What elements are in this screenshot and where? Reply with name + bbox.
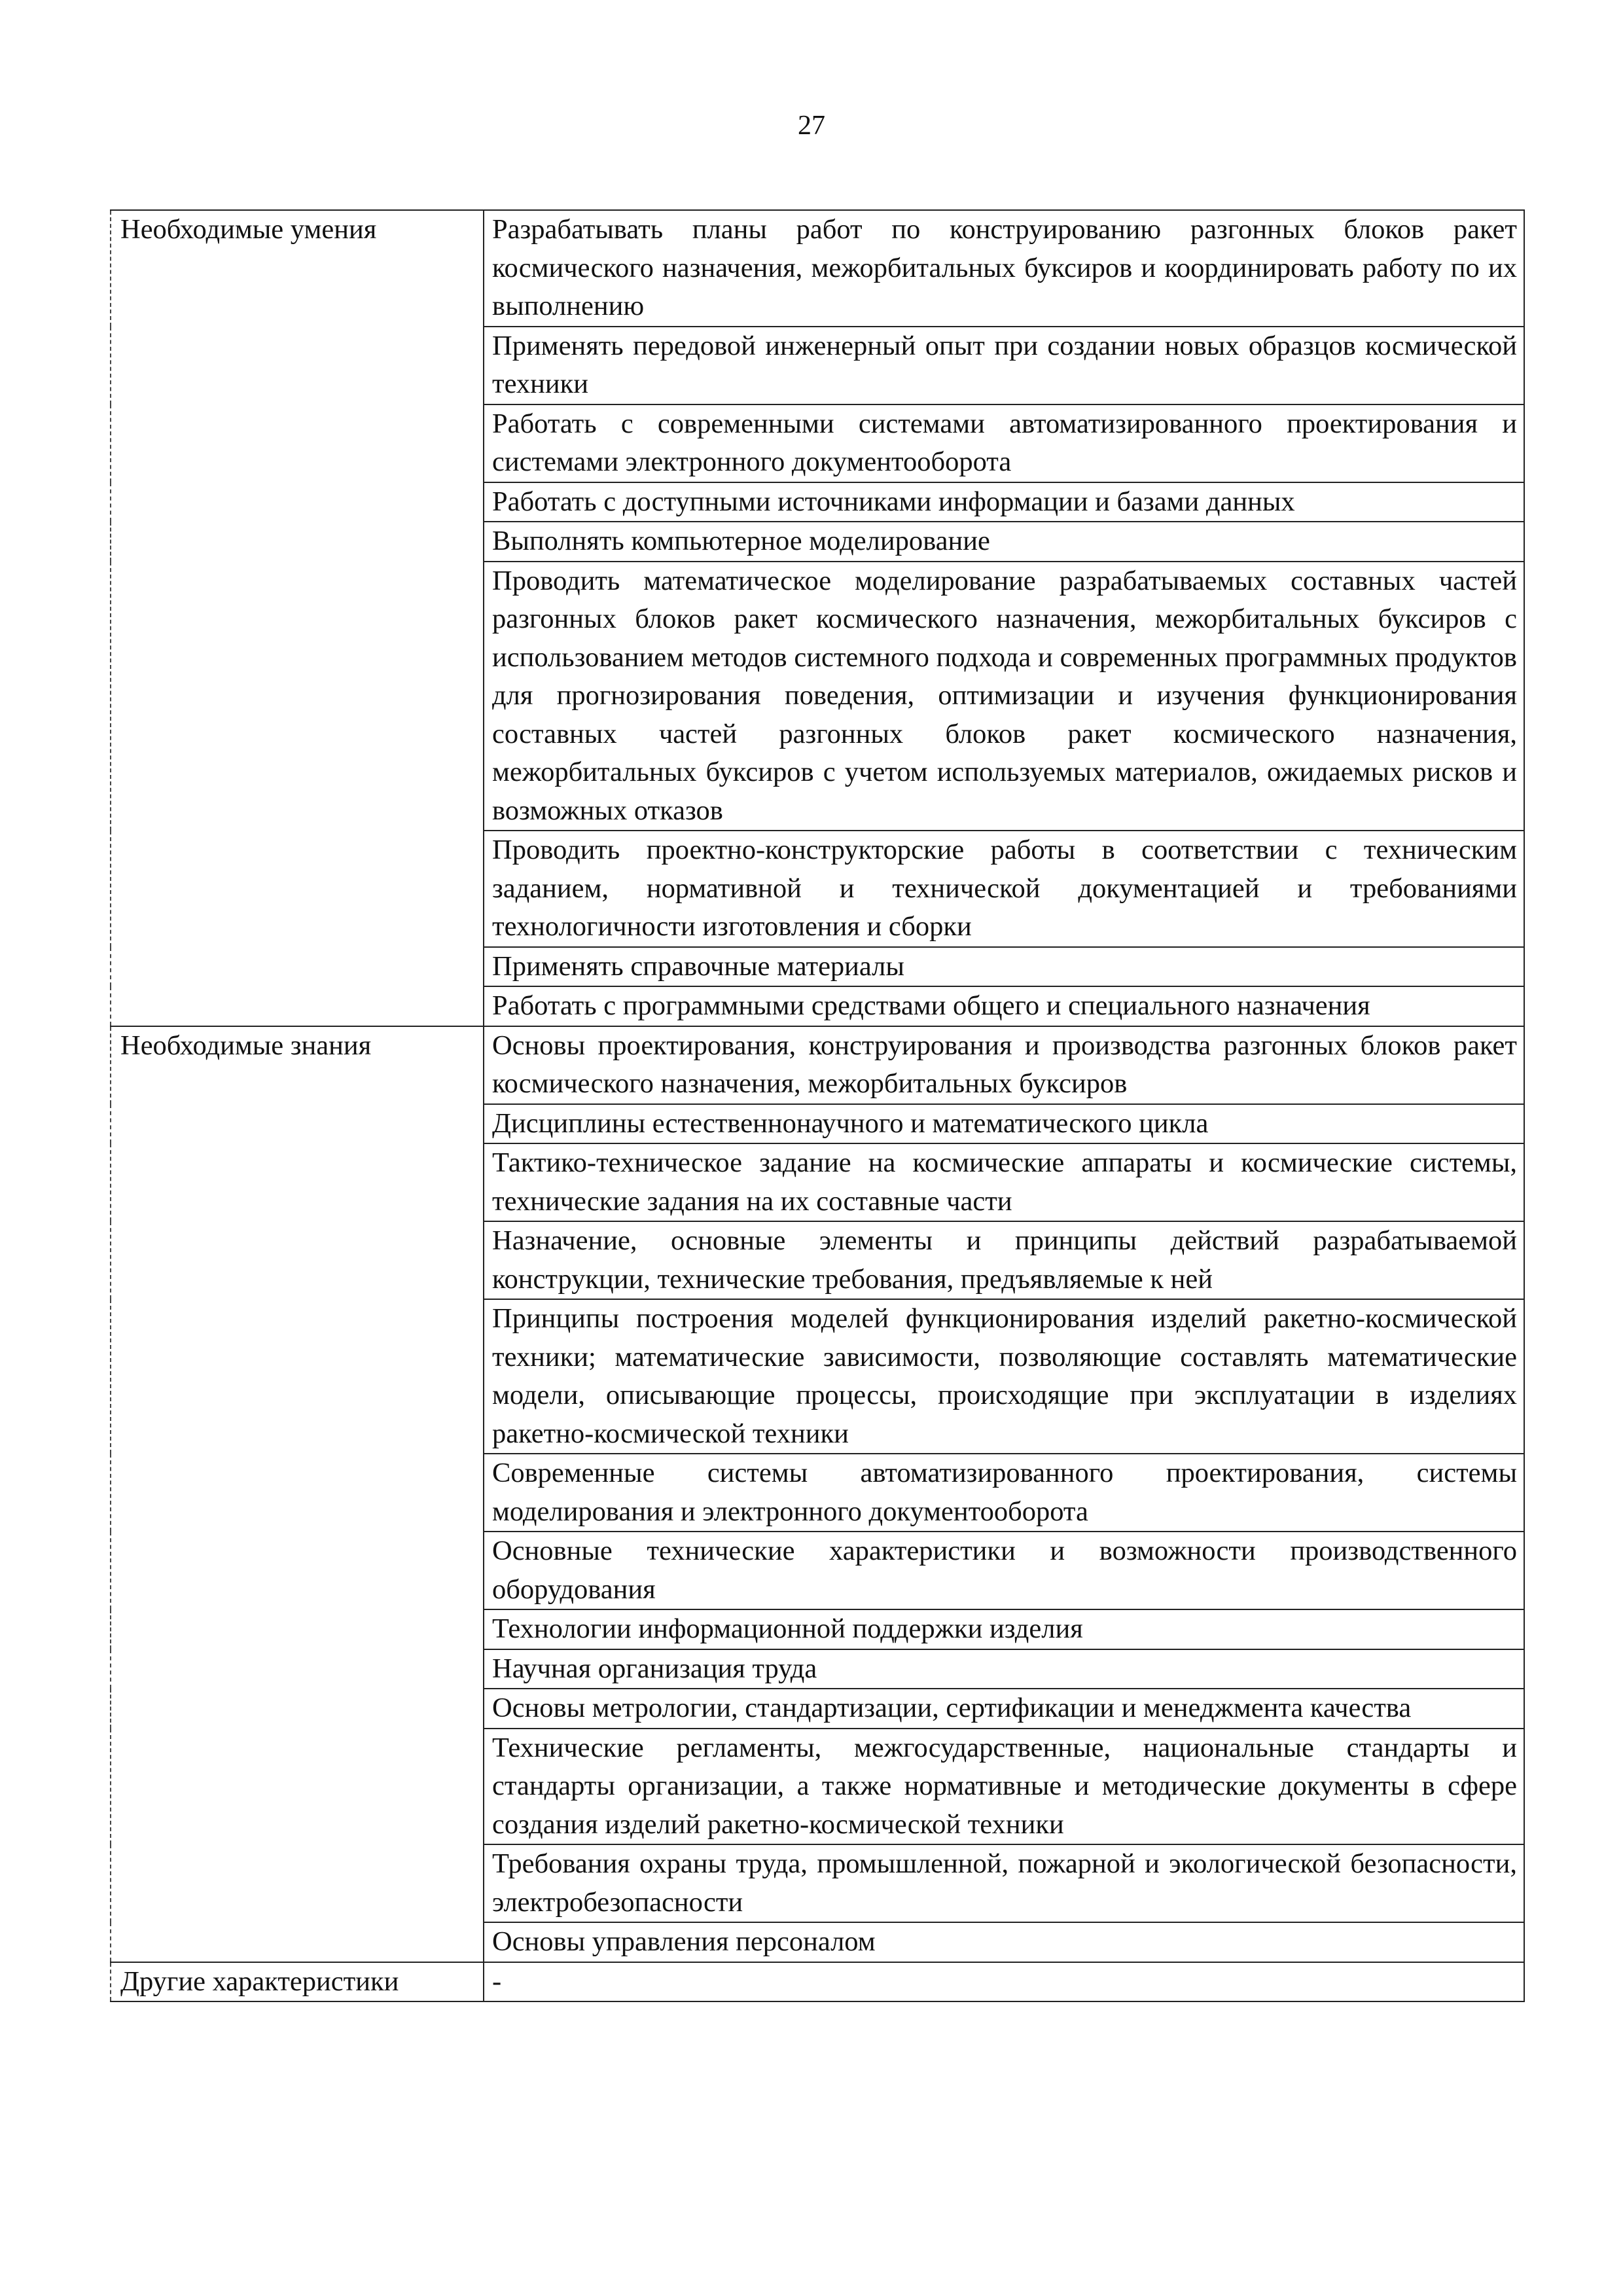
table-row — [111, 404, 1524, 482]
category-cell: Необходимые знания — [111, 1026, 484, 1104]
table-row — [111, 1649, 1524, 1689]
requirement-item: Разрабатывать планы работ по конструированию разгонных блоков ракет космического назначения, межорбитальных буксиров и координировать работу по их выполнению — [484, 210, 1524, 327]
requirement-item: Дисциплины естественнонаучного и математического цикла — [484, 1104, 1524, 1144]
requirement-item: - — [484, 1962, 1524, 2002]
requirement-item: Работать с доступными источниками информации и базами данных — [484, 482, 1524, 522]
table-row — [111, 1104, 1524, 1144]
category-cell — [111, 947, 484, 987]
table-row — [111, 1299, 1524, 1454]
table-row — [111, 1221, 1524, 1299]
category-cell — [111, 1143, 484, 1221]
table-row — [111, 522, 1524, 562]
category-cell — [111, 1649, 484, 1689]
table-row — [111, 1729, 1524, 1845]
requirement-item: Основы проектирования, конструирования и производства разгонных блоков ракет космического назначения, межорбитальных буксиров — [484, 1026, 1524, 1104]
category-cell — [111, 1922, 484, 1962]
requirement-item: Принципы построения моделей функционирования изделий ракетно-космической техники; математические зависимости, позволяющие составлять математические модели, описывающие процессы, происходящие при эксплуатации в изделиях ракетно-космической техники — [484, 1299, 1524, 1454]
table-row — [111, 327, 1524, 404]
requirement-item: Современные системы автоматизированного проектирования, системы моделирования и электронного документооборота — [484, 1454, 1524, 1532]
table-row — [111, 1922, 1524, 1962]
table-row — [111, 1143, 1524, 1221]
requirement-item: Требования охраны труда, промышленной, пожарной и экологической безопасности, электробезопасности — [484, 1844, 1524, 1922]
table-row — [111, 947, 1524, 987]
category-cell — [111, 327, 484, 404]
requirement-item: Применять справочные материалы — [484, 947, 1524, 987]
table-row — [111, 1844, 1524, 1922]
table-row — [111, 1689, 1524, 1729]
requirement-item: Технологии информационной поддержки изделия — [484, 1609, 1524, 1649]
table-row — [111, 1609, 1524, 1649]
category-cell — [111, 1454, 484, 1532]
table-row — [111, 831, 1524, 947]
category-cell — [111, 1299, 484, 1454]
requirement-item: Основы метрологии, стандартизации, сертификации и менеджмента качества — [484, 1689, 1524, 1729]
requirement-item: Основные технические характеристики и возможности производственного оборудования — [484, 1532, 1524, 1609]
table-row — [111, 1454, 1524, 1532]
table-row — [111, 562, 1524, 831]
category-cell — [111, 1609, 484, 1649]
table-row — [111, 210, 1524, 327]
requirement-item: Работать с программными средствами общего и специального назначения — [484, 986, 1524, 1026]
table-row — [111, 482, 1524, 522]
table-row — [111, 1962, 1524, 2002]
requirement-item: Выполнять компьютерное моделирование — [484, 522, 1524, 562]
category-cell — [111, 1729, 484, 1845]
category-cell — [111, 1689, 484, 1729]
requirement-item: Проводить математическое моделирование разрабатываемых составных частей разгонных блоков ракет космического назначения, межорбитальных буксиров с использованием методов системного подхода и современных программных продуктов для прогнозирования поведения, оптимизации и изучения функционирования составных частей разгонных блоков ракет космического назначения, межорбитальных буксиров с учетом используемых материалов, ожидаемых рисков и возможных отказов — [484, 562, 1524, 831]
table-body — [111, 210, 1524, 2001]
requirement-item: Работать с современными системами автоматизированного проектирования и системами электронного документооборота — [484, 404, 1524, 482]
requirement-item: Основы управления персоналом — [484, 1922, 1524, 1962]
category-cell — [111, 1221, 484, 1299]
requirement-item: Научная организация труда — [484, 1649, 1524, 1689]
category-cell — [111, 562, 484, 831]
category-cell: Другие характеристики — [111, 1962, 484, 2002]
requirement-item: Технические регламенты, межгосударственные, национальные стандарты и стандарты организации, а также нормативные и методические документы в сфере создания изделий ракетно-космической техники — [484, 1729, 1524, 1845]
table-row — [111, 986, 1524, 1026]
table-row — [111, 1026, 1524, 1104]
category-cell — [111, 1104, 484, 1144]
page-number: 27 — [798, 111, 825, 141]
category-cell — [111, 482, 484, 522]
category-cell — [111, 1844, 484, 1922]
requirement-item: Тактико-техническое задание на космические аппараты и космические системы, технические задания на их составные части — [484, 1143, 1524, 1221]
table-row — [111, 1532, 1524, 1609]
requirement-item: Назначение, основные элементы и принципы действий разрабатываемой конструкции, технические требования, предъявляемые к ней — [484, 1221, 1524, 1299]
category-cell — [111, 522, 484, 562]
requirement-item: Проводить проектно-конструкторские работы в соответствии с техническим заданием, нормативной и технической документацией и требованиями технологичности изготовления и сборки — [484, 831, 1524, 947]
category-cell — [111, 986, 484, 1026]
requirements-table — [110, 209, 1525, 2002]
category-cell — [111, 404, 484, 482]
category-cell — [111, 1532, 484, 1609]
category-cell: Необходимые умения — [111, 210, 484, 327]
category-cell — [111, 831, 484, 947]
requirement-item: Применять передовой инженерный опыт при создании новых образцов космической техники — [484, 327, 1524, 404]
